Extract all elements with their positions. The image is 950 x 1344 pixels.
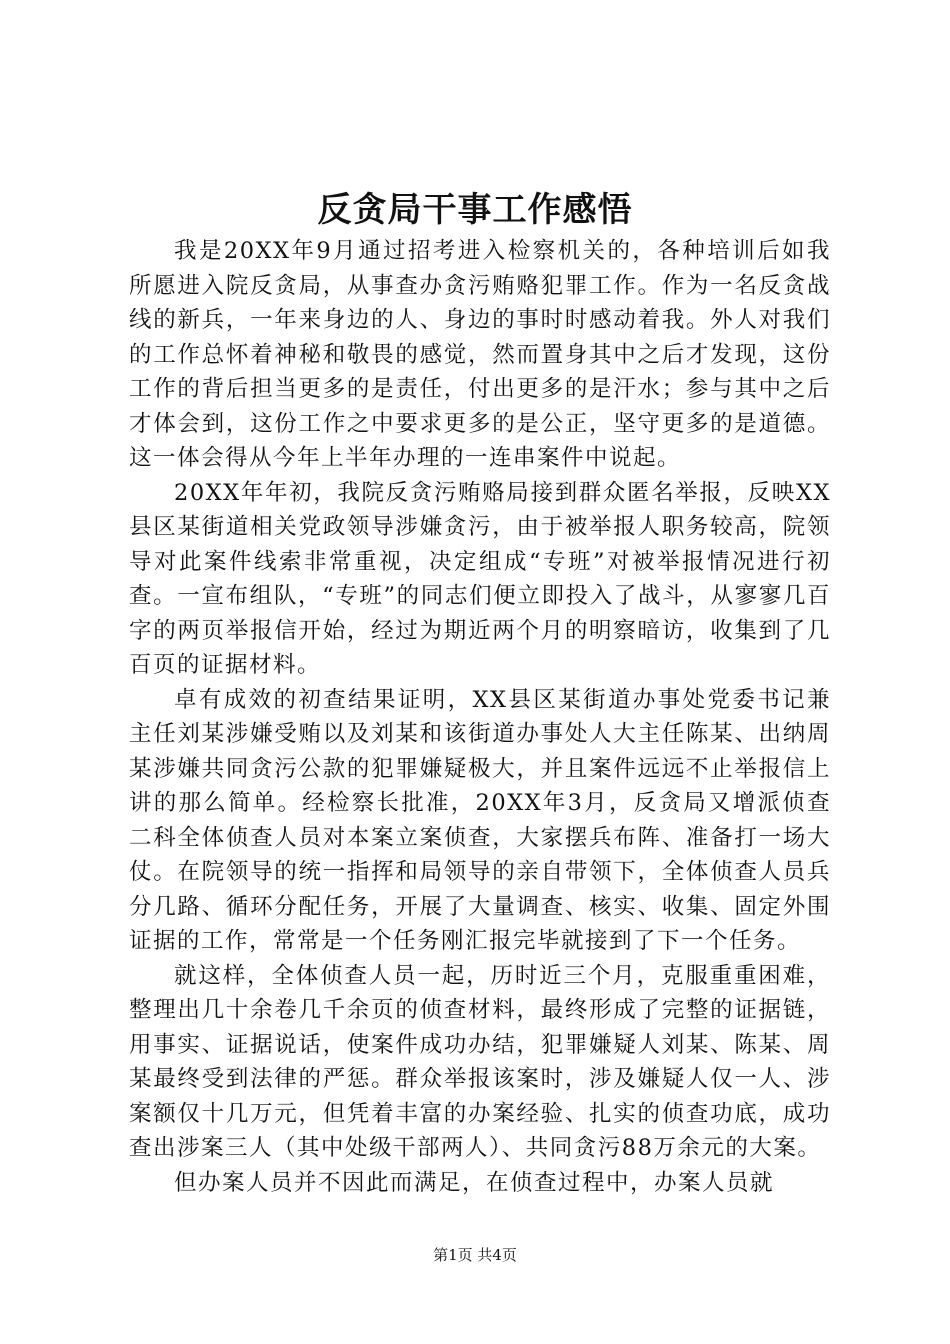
paragraph-5: 但办案人员并不因此而满足，在侦查过程中，办案人员就: [174, 1169, 775, 1196]
page-number-footer: 第1页 共4页: [433, 1246, 517, 1264]
document-body: [129, 234, 831, 1200]
paragraph-3: 卓有成效的初查结果证明，XX县区某街道办事处党委书记兼主任刘某涉嫌受贿以及刘某和该街道办事处人大主任陈某、出纳周某涉嫌共同贪污公款的犯罪嫌疑极大，并且案件远远不止举报信上讲的那么简单。经检察长批准，20XX年3月，反贪局又增派侦查二科全体侦查人员对本案立案侦查，大家摆兵布阵、准备打一场大仗。在院领导的统一指挥和局领导的亲自带领下，全体侦查人员兵分几路、循环分配任务，开展了大量调查、核实、收集、固定外围证据的工作，常常是一个任务刚汇报完毕就接到了下一个任务。: [129, 686, 831, 954]
paragraph-2: 20XX年年初，我院反贪污贿赂局接到群众匿名举报，反映XX县区某街道相关党政领导涉嫌贪污，由于被举报人职务较高，院领导对此案件线索非常重视，决定组成“专班”对被举报情况进行初查。一宣布组队，“专班”的同志们便立即投入了战斗，从寥寥几百字的两页举报信开始，经过为期近两个月的明察暗访，收集到了几百页的证据材料。: [129, 479, 831, 678]
paragraph-1: 我是20XX年9月通过招考进入检察机关的，各种培训后如我所愿进入院反贪局，从事查办贪污贿赂犯罪工作。作为一名反贪战线的新兵，一年来身边的人、身边的事时时感动着我。外人对我们的工作总怀着神秘和敬畏的感觉，然而置身其中之后才发现，这份工作的背后担当更多的是责任，付出更多的是汗水；参与其中之后才体会到，这份工作之中要求更多的是公正，坚守更多的是道德。这一体会得从今年上半年办理的一连串案件中说起。: [129, 238, 831, 471]
document-title: 反贪局干事工作感悟: [317, 190, 633, 230]
paragraph-4: 就这样，全体侦查人员一起，历时近三个月，克服重重困难，整理出几十余卷几千余页的侦查材料，最终形成了完整的证据链，用事实、证据说话，使案件成功办结，犯罪嫌疑人刘某、陈某、周某最终受到法律的严惩。群众举报该案时，涉及嫌疑人仅一人、涉案额仅十几万元，但凭着丰富的办案经验、扎实的侦查功底，成功查出涉案三人（其中处级干部两人）、共同贪污88万余元的大案。: [129, 962, 831, 1161]
